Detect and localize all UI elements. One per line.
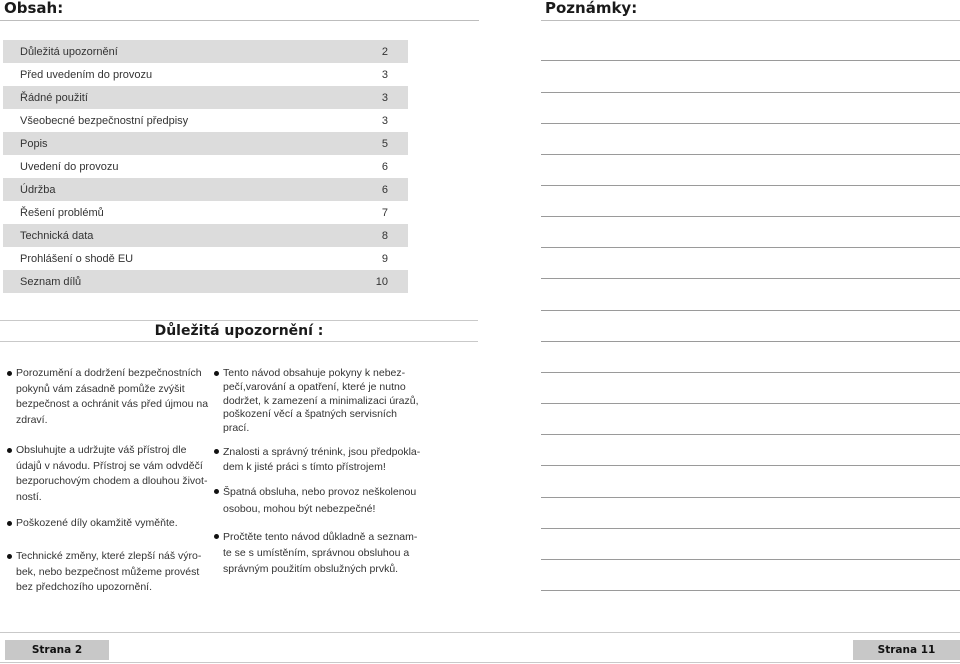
bullet-line: Špatná obsluha, nebo provoz neškolenou (223, 486, 417, 498)
note-line (541, 92, 960, 93)
toc-entry-label: Údržba (20, 183, 56, 196)
bullet-line: Technické změny, které zlepší náš výro- (16, 550, 202, 562)
bullet-item (223, 484, 428, 517)
toc-entry-label: Všeobecné bezpečnostní předpisy (20, 114, 189, 127)
bullet-line: pokynů vám zásadně pomůže zvýšit (16, 382, 185, 395)
bullet-line: údajů v návodu. Přístroj se vám odvděčí (16, 459, 203, 472)
toc-entry-label: Před uvedením do provozu (20, 68, 153, 81)
bullet-line: správným použitím obslužných prvků. (223, 563, 399, 575)
bullet-line: Tento návod obsahuje pokyny k nebez- (223, 367, 406, 379)
page-number-right: Strana 11 (853, 640, 960, 660)
note-line (541, 434, 960, 435)
bullet-line: poškození věcí a špatných servisních (223, 408, 397, 421)
bullet-dot-icon (214, 371, 219, 376)
toc-entry-label: Popis (20, 137, 48, 150)
note-line (541, 154, 960, 155)
toc-entry-label: Seznam dílů (20, 275, 82, 288)
toc-entry-label: Technická data (20, 229, 94, 242)
note-line (541, 278, 960, 279)
bullet-line: dem k jisté práci s tímto přístrojem! (223, 460, 386, 473)
bullet-line: te se s umístěním, správnou obsluhou a (223, 547, 410, 559)
note-line (541, 465, 960, 466)
toc-entry-page: 6 (381, 160, 388, 173)
note-line (541, 247, 960, 248)
note-line (541, 216, 960, 217)
toc-entry[interactable] (3, 155, 408, 178)
bullet-line: pečí,varování a opatření, které je nutno (223, 380, 406, 393)
bullet-line: Znalosti a správný trénink, jsou předpokla- (223, 446, 421, 458)
bullet-line: bezporuchovým chodem a dlouhou život- (16, 475, 208, 487)
toc-entry-page: 9 (381, 252, 388, 265)
bullet-item (223, 367, 428, 436)
note-line (541, 185, 960, 186)
toc-entry[interactable] (3, 270, 408, 293)
toc-entry-page: 5 (381, 137, 388, 150)
toc-entry-page: 2 (381, 45, 388, 58)
toc-entry[interactable] (3, 40, 408, 63)
note-line (541, 60, 960, 61)
bullet-dot-icon (7, 554, 12, 559)
toc-entry-label: Uvedení do provozu (20, 160, 119, 173)
toc-entry-label: Řádné použití (20, 91, 88, 104)
toc-entry[interactable] (3, 132, 408, 155)
note-line (541, 403, 960, 404)
toc-entry-page: 6 (381, 183, 388, 196)
contents-header (0, 0, 479, 21)
bullet-line: dodržet, k zamezení a minimalizaci úrazů, (223, 394, 419, 407)
bullet-line: ností. (16, 490, 42, 503)
bullet-line: zdraví. (16, 413, 48, 426)
note-line (541, 310, 960, 311)
toc-entry-label: Řešení problémů (20, 206, 104, 219)
toc-entry[interactable] (3, 178, 408, 201)
bullet-line: bezpečnost a ochránit vás před újmou na (16, 398, 209, 410)
toc-entry[interactable] (3, 224, 408, 247)
note-line (541, 123, 960, 124)
note-line (541, 341, 960, 342)
toc-entry[interactable] (3, 201, 408, 224)
bullet-item (16, 366, 216, 428)
bullet-dot-icon (214, 489, 219, 494)
footer-divider-bottom (0, 662, 960, 663)
bullet-line: bez předchozího upozornění. (16, 581, 153, 593)
toc-entry-page: 3 (381, 68, 388, 81)
bullet-line: Obsluhujte a udržujte váš přístroj dle (16, 444, 187, 456)
bullet-line: Porozumění a dodržení bezpečnostních (16, 367, 202, 379)
bullet-line: Pročtěte tento návod důkladně a seznam- (223, 531, 418, 543)
note-line (541, 559, 960, 560)
bullet-item (223, 445, 428, 474)
note-line (541, 372, 960, 373)
page-number-left: Strana 2 (5, 640, 109, 660)
bullet-item (16, 443, 216, 505)
section-divider-bottom (0, 341, 478, 342)
toc-entry-page: 3 (381, 114, 388, 127)
bullet-item (16, 549, 216, 596)
section-divider-top (0, 320, 478, 321)
bullet-dot-icon (7, 371, 12, 376)
note-line (541, 497, 960, 498)
toc-entry-page: 3 (381, 91, 388, 104)
toc-entry-page: 8 (381, 229, 388, 242)
footer-divider-top (0, 632, 960, 633)
bullet-dot-icon (214, 449, 219, 454)
table-of-contents (3, 40, 408, 293)
bullet-line: osobou, mohou být nebezpečné! (223, 502, 376, 515)
bullet-dot-icon (214, 534, 219, 539)
bullet-dot-icon (7, 521, 12, 526)
toc-entry-label: Prohlášení o shodě EU (20, 252, 134, 265)
notes-title: Poznámky: (545, 0, 638, 17)
notes-header (541, 0, 960, 21)
bullet-line: Poškozené díly okamžitě vyměňte. (16, 517, 178, 529)
note-line (541, 528, 960, 529)
toc-entry-page: 7 (381, 206, 388, 219)
contents-title: Obsah: (4, 0, 64, 17)
toc-entry[interactable] (3, 109, 408, 132)
bullet-dot-icon (7, 448, 12, 453)
toc-entry[interactable] (3, 86, 408, 109)
toc-entry-page: 10 (375, 275, 388, 288)
toc-entry[interactable] (3, 63, 408, 86)
bullet-item (223, 529, 428, 577)
toc-entry-label: Důležitá upozornění (20, 45, 118, 58)
section-heading: Důležitá upozornění : (154, 323, 324, 339)
bullet-line: prací. (223, 422, 250, 435)
bullet-line: bek, nebo bezpečnost můžeme provést (16, 565, 200, 578)
toc-entry[interactable] (3, 247, 408, 270)
note-line (541, 590, 960, 591)
bullet-item (16, 516, 216, 532)
